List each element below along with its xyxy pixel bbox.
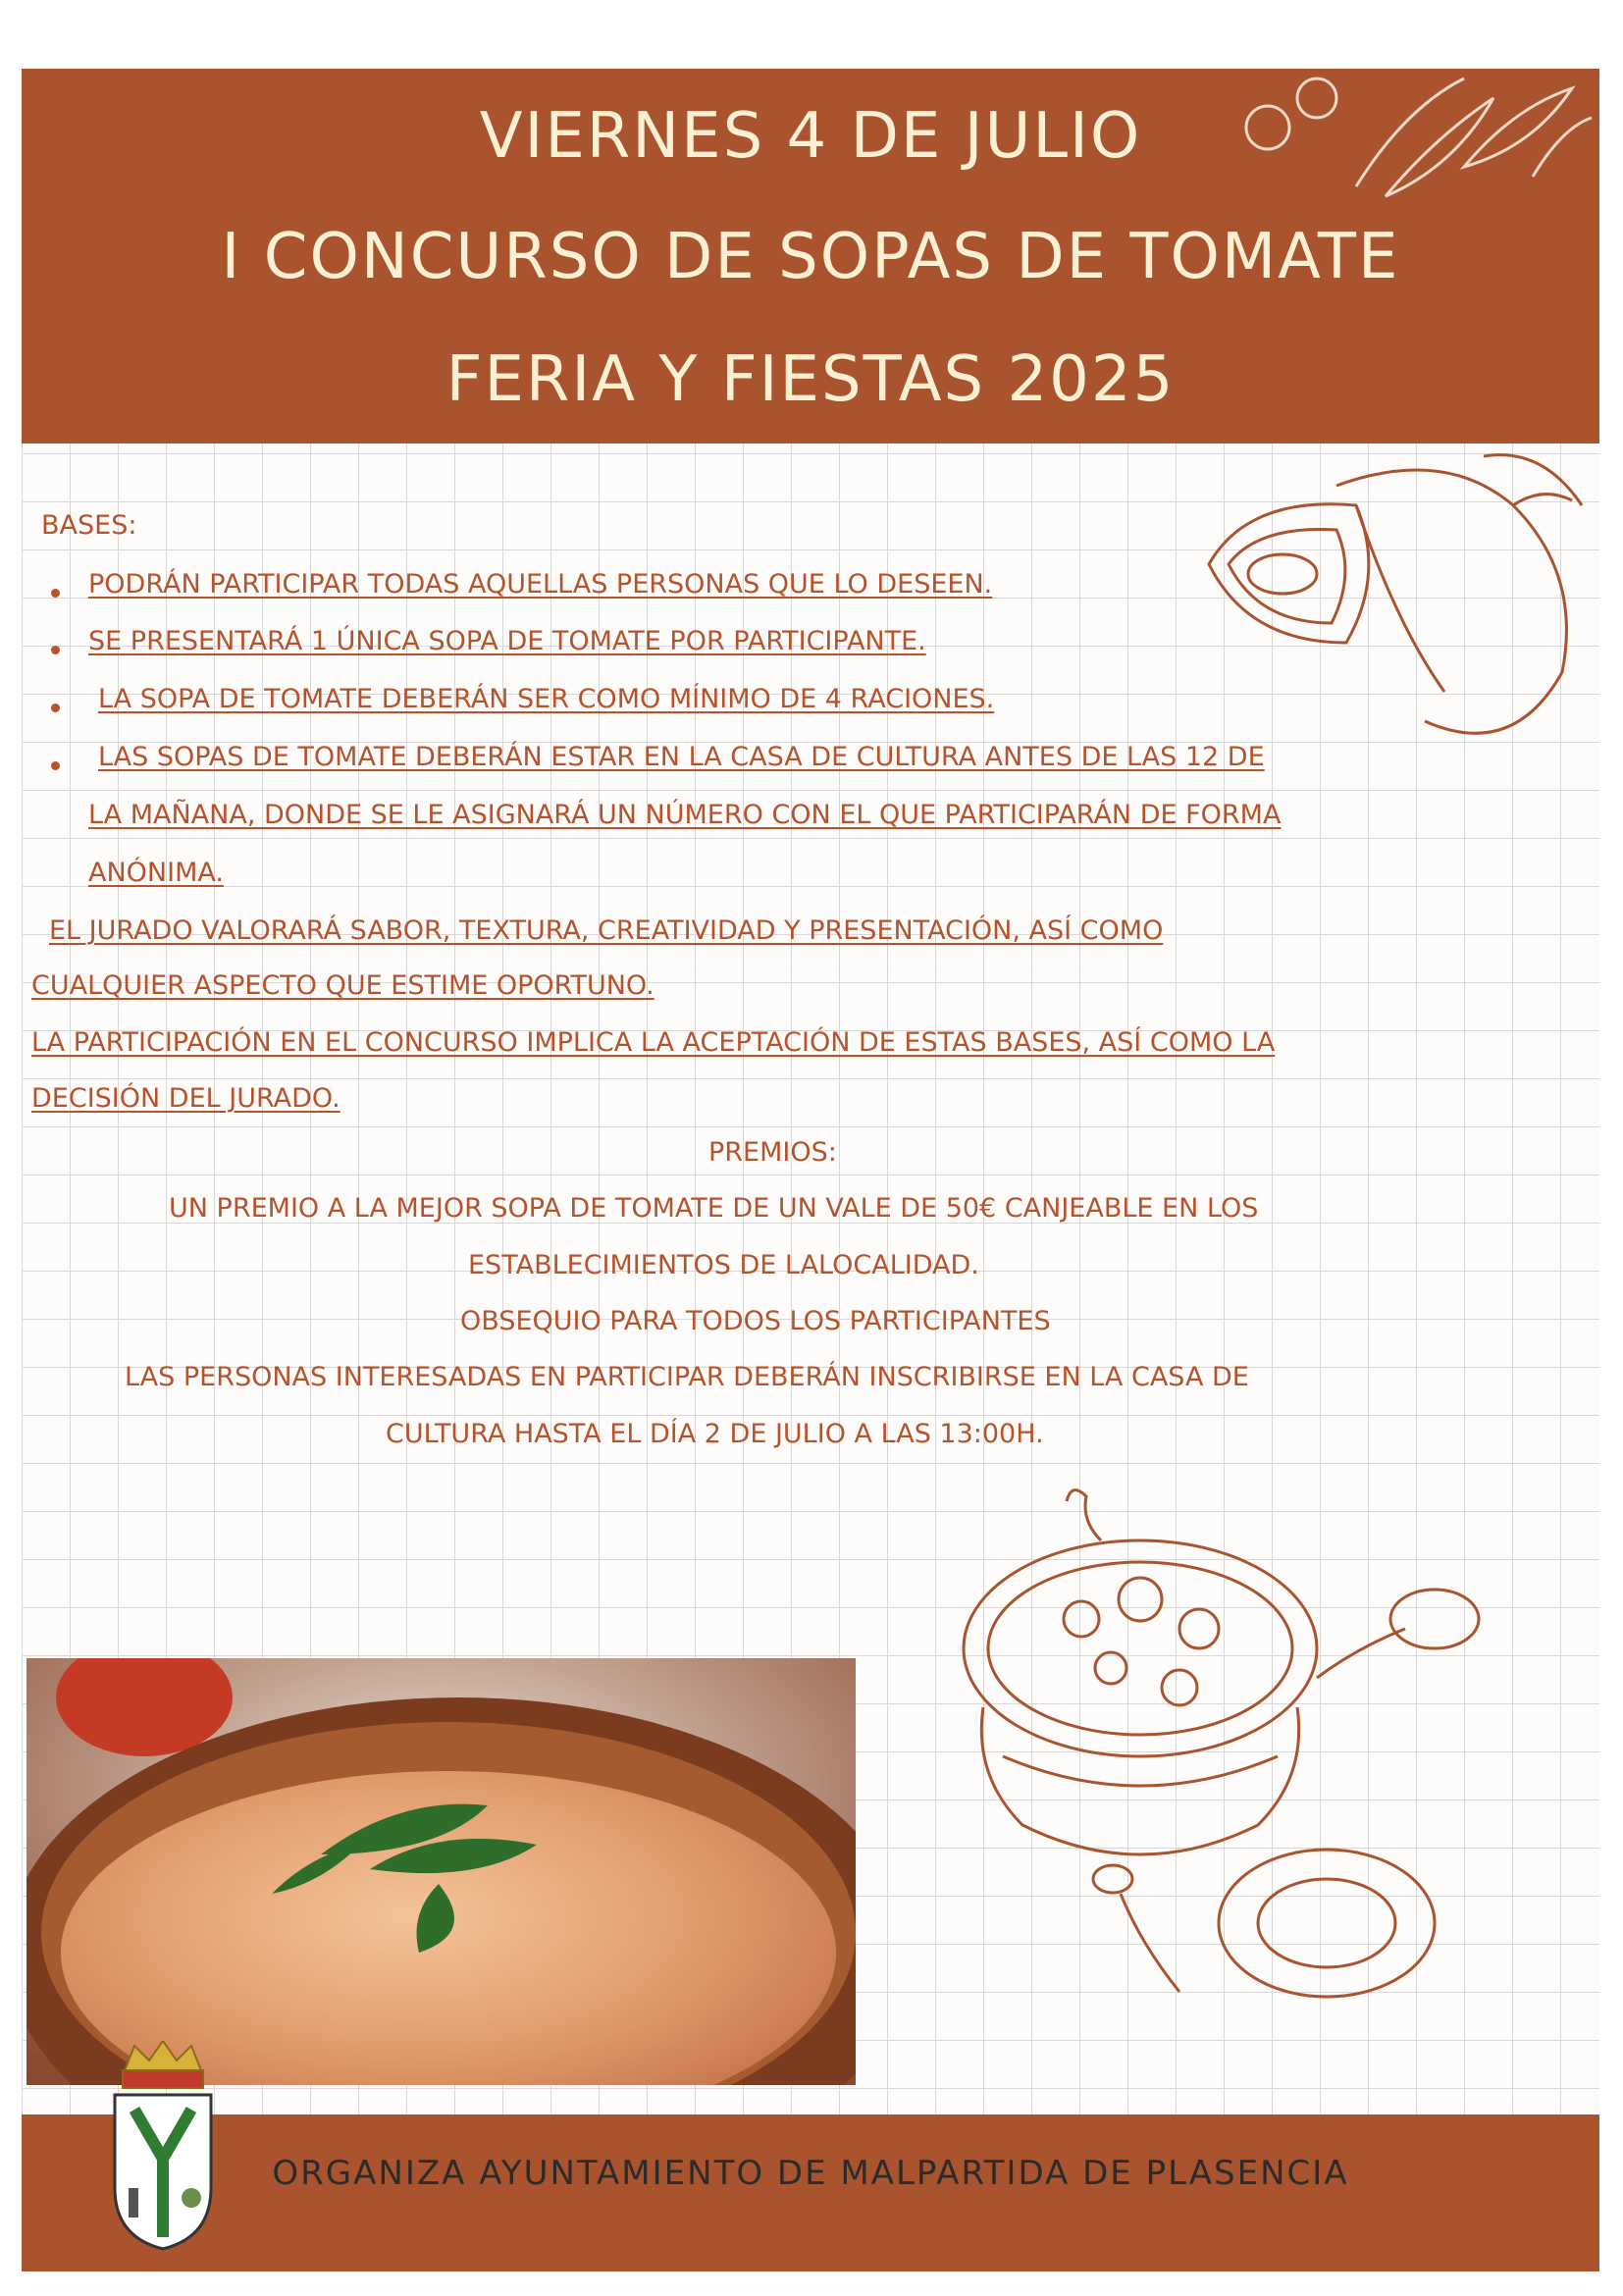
header-title: I CONCURSO DE SOPAS DE TOMATE [221, 221, 1400, 293]
bases-item-4-line-1: LAS SOPAS DE TOMATE DEBERÁN ESTAR EN LA CASA DE CULTURA ANTES DE LAS 12 DE [98, 742, 1265, 772]
bullet-icon [51, 704, 60, 712]
premios-line-4: LAS PERSONAS INTERESADAS EN PARTICIPAR DEBERÁN INSCRIBIRSE EN LA CASA DE [125, 1362, 1249, 1392]
bases-item: LA SOPA DE TOMATE DEBERÁN SER COMO MÍNIMO DE 4 RACIONES. [98, 684, 995, 714]
bases-item-4-line-3: ANÓNIMA. [88, 858, 224, 888]
bullet-icon [51, 589, 60, 598]
soup-pot-illustration-icon [944, 1482, 1493, 2031]
premios-line-1: UN PREMIO A LA MEJOR SOPA DE TOMATE DE UN VALE DE 50€ CANJEABLE EN LOS [169, 1193, 1259, 1224]
premios-line-3: OBSEQUIO PARA TODOS LOS PARTICIPANTES [460, 1306, 1051, 1336]
jurado-line-1: EL JURADO VALORARÁ SABOR, TEXTURA, CREATIVIDAD Y PRESENTACIÓN, ASÍ COMO [49, 915, 1164, 946]
premios-line-5: CULTURA HASTA EL DÍA 2 DE JULIO A LAS 13:00H. [386, 1419, 1044, 1449]
bases-item: SE PRESENTARÁ 1 ÚNICA SOPA DE TOMATE POR PARTICIPANTE. [88, 626, 926, 656]
header-date: VIERNES 4 DE JULIO [479, 100, 1142, 173]
bases-item: PODRÁN PARTICIPAR TODAS AQUELLAS PERSONAS QUE LO DESEEN. [88, 569, 993, 600]
soup-bowl-icon [26, 1658, 856, 2085]
participacion-line-2: DECISIÓN DEL JURADO. [31, 1083, 340, 1114]
tomato-illustration-icon [1189, 446, 1599, 770]
bases-title: BASES: [41, 510, 137, 541]
coat-of-arms-icon [105, 2041, 221, 2252]
bullet-icon [51, 646, 60, 654]
participacion-line-1: LA PARTICIPACIÓN EN EL CONCURSO IMPLICA LA ACEPTACIÓN DE ESTAS BASES, ASÍ COMO LA [31, 1027, 1276, 1058]
organizer-text: ORGANIZA AYUNTAMIENTO DE MALPARTIDA DE PLASENCIA [272, 2154, 1349, 2193]
bullet-icon [51, 761, 60, 770]
header-subtitle: FERIA Y FIESTAS 2025 [445, 343, 1176, 416]
premios-line-2: ESTABLECIMIENTOS DE LALOCALIDAD. [468, 1250, 979, 1280]
poster [22, 69, 1599, 2271]
footer-band [22, 2114, 1599, 2271]
bases-item-4-line-2: LA MAÑANA, DONDE SE LE ASIGNARÁ UN NÚMERO CON EL QUE PARTICIPARÁN DE FORMA [88, 800, 1282, 830]
jurado-line-2: CUALQUIER ASPECTO QUE ESTIME OPORTUNO. [31, 970, 654, 1001]
premios-title: PREMIOS: [708, 1137, 837, 1168]
tomato-soup-photo [26, 1658, 856, 2085]
header-band [22, 69, 1599, 444]
